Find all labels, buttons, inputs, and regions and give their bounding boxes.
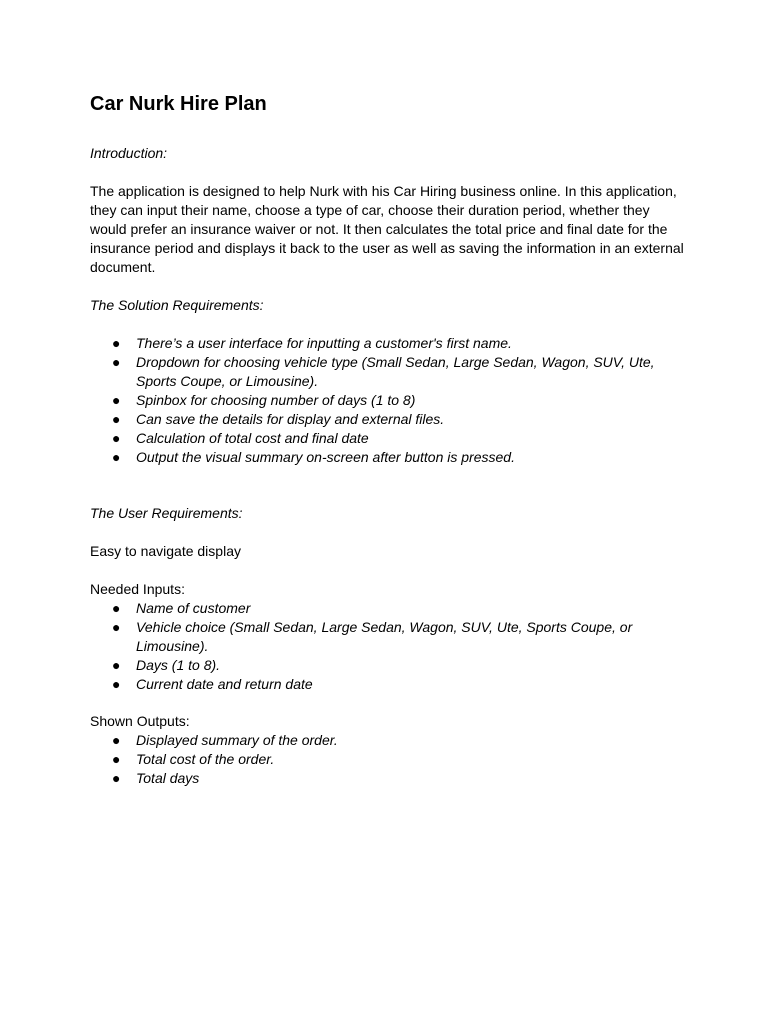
list-item: ● Output the visual summary on-screen after button is pressed.	[112, 449, 515, 465]
list-item: ● There’s a user interface for inputting a customer's first name.	[112, 335, 512, 351]
list-item: ● Vehicle choice (Small Sedan, Large Sedan, Wagon, SUV, Ute, Sports Coupe, or Limousine).	[112, 619, 633, 654]
document-page	[90, 92, 690, 788]
bullet-icon: ●	[112, 619, 121, 635]
bullet-icon: ●	[112, 354, 121, 370]
bullet-icon: ●	[112, 430, 121, 446]
needed-inputs-list	[90, 599, 690, 694]
list-item: ● Total cost of the order.	[112, 751, 275, 767]
bullet-icon: ●	[112, 751, 121, 767]
bullet-icon: ●	[112, 449, 121, 465]
easy-navigation-text: Easy to navigate display	[90, 543, 241, 559]
user-requirements-heading: The User Requirements:	[90, 505, 243, 521]
bullet-icon: ●	[112, 676, 121, 692]
shown-outputs-list	[90, 731, 690, 788]
bullet-icon: ●	[112, 600, 121, 616]
bullet-icon: ●	[112, 732, 121, 748]
bullet-icon: ●	[112, 392, 121, 408]
introduction-paragraph: The application is designed to help Nurk with his Car Hiring business online. In this application, they can input their name, choose a type of car, choose their duration period, whether they would prefer an insurance waiver or not. It then calculates the total price and final date for the insurance period and displays it back to the user as well as saving the information in an external document.	[90, 183, 684, 275]
needed-inputs-heading: Needed Inputs:	[90, 581, 185, 597]
solution-requirements-heading: The Solution Requirements:	[90, 297, 264, 313]
document-title: Car Nurk Hire Plan	[90, 93, 267, 115]
shown-outputs-heading: Shown Outputs:	[90, 713, 190, 729]
bullet-icon: ●	[112, 770, 121, 786]
bullet-icon: ●	[112, 411, 121, 427]
list-item: ● Dropdown for choosing vehicle type (Small Sedan, Large Sedan, Wagon, SUV, Ute, Sports Coupe, or Limousine).	[112, 354, 655, 389]
list-item: ● Days (1 to 8).	[112, 657, 221, 673]
introduction-heading: Introduction:	[90, 145, 168, 161]
bullet-icon: ●	[112, 657, 121, 673]
list-item: ● Calculation of total cost and final date	[112, 430, 369, 446]
bullet-icon: ●	[112, 335, 121, 351]
list-item: ● Current date and return date	[112, 676, 313, 692]
list-item: ● Total days	[112, 770, 200, 786]
list-item: ● Can save the details for display and external files.	[112, 411, 445, 427]
list-item: ● Spinbox for choosing number of days (1 to 8)	[112, 392, 416, 408]
solution-requirements-list	[90, 334, 690, 467]
list-item: ● Displayed summary of the order.	[112, 732, 338, 748]
list-item: ● Name of customer	[112, 600, 251, 616]
